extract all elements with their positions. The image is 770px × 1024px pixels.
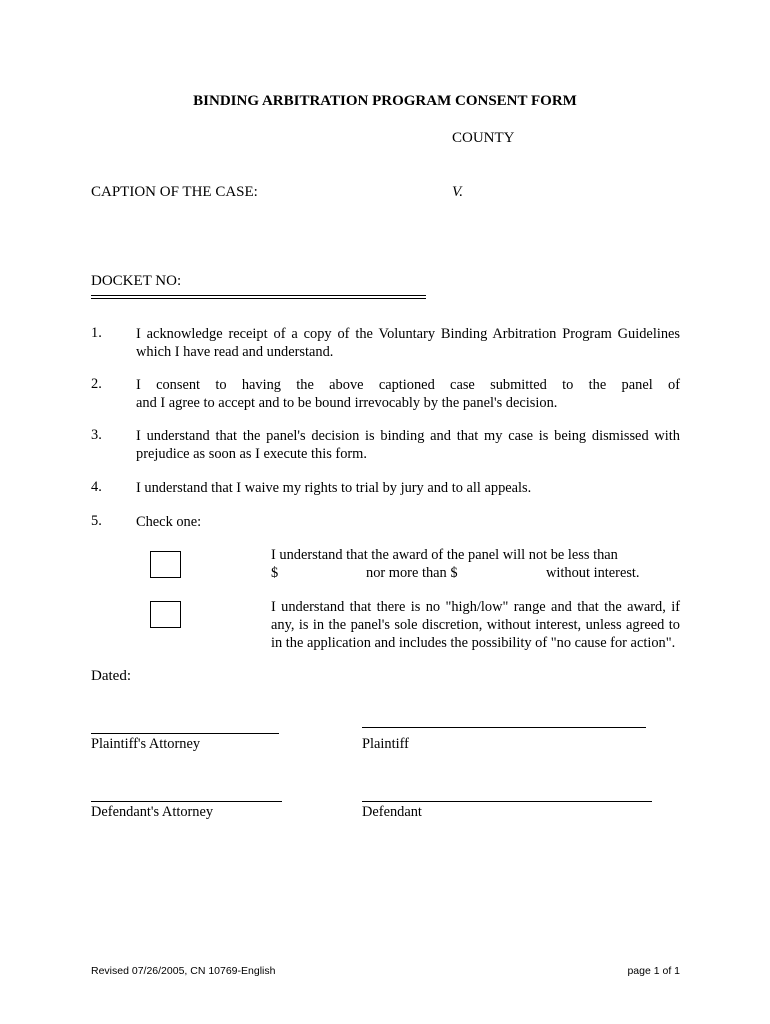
county-label: COUNTY — [452, 130, 515, 146]
defendant-signature-line[interactable] — [362, 801, 652, 802]
dated-label: Dated: — [91, 668, 131, 684]
caption-label: CAPTION OF THE CASE: — [91, 184, 258, 200]
option-a-checkbox[interactable] — [150, 551, 181, 578]
item-4-line1: I understand that I waive my rights to trial by jury and to all appeals. — [136, 480, 532, 496]
defendant-label: Defendant — [362, 804, 422, 820]
item-1-line2: which I have read and understand. — [136, 344, 334, 360]
footer-page-number: page 1 of 1 — [627, 965, 680, 977]
option-b-line3: in the application and includes the possibility of "no cause for action". — [271, 635, 676, 651]
item-1-number: 1. — [91, 325, 102, 341]
item-5-line1: Check one: — [136, 514, 202, 530]
footer-revision: Revised 07/26/2005, CN 10769-English — [91, 965, 276, 977]
item-3-number: 3. — [91, 427, 102, 443]
plaintiff-signature-line[interactable] — [362, 727, 646, 728]
item-3-line1: I understand that the panel's decision is binding and that my case is being dismissed with — [136, 428, 680, 444]
option-a-without-interest: without interest. — [546, 565, 640, 581]
option-b-line1: I understand that there is no "high/low" range and that the award, if — [271, 599, 680, 615]
item-5-number: 5. — [91, 513, 102, 529]
plaintiffs-attorney-signature-line[interactable] — [91, 733, 279, 734]
item-2-line1: I consent to having the above captioned case submitted to the panel of — [136, 377, 680, 393]
defendants-attorney-label: Defendant's Attorney — [91, 804, 214, 820]
option-b-checkbox[interactable] — [150, 601, 181, 628]
versus-label: V. — [452, 184, 463, 200]
item-4-number: 4. — [91, 479, 102, 495]
plaintiffs-attorney-label: Plaintiff's Attorney — [91, 736, 201, 752]
item-2-number: 2. — [91, 376, 102, 392]
item-1-line1: I acknowledge receipt of a copy of the Voluntary Binding Arbitration Program Guidelines — [136, 326, 680, 342]
option-b-line2: any, is in the panel's sole discretion, without interest, unless agreed to — [271, 617, 680, 633]
form-title: BINDING ARBITRATION PROGRAM CONSENT FORM — [193, 93, 577, 109]
docket-rule-top — [91, 295, 426, 296]
option-a-dollar-low: $ — [271, 565, 279, 581]
plaintiff-label: Plaintiff — [362, 736, 409, 752]
option-a-line1: I understand that the award of the panel will not be less than — [271, 547, 618, 563]
item-3-line2: prejudice as soon as I execute this form. — [136, 446, 367, 462]
item-2-line2: and I agree to accept and to be bound irrevocably by the panel's decision. — [136, 395, 558, 411]
docket-rule-bottom — [91, 298, 426, 299]
option-a-nor-more-than: nor more than $ — [366, 565, 458, 581]
defendants-attorney-signature-line[interactable] — [91, 801, 282, 802]
docket-label: DOCKET NO: — [91, 273, 182, 289]
